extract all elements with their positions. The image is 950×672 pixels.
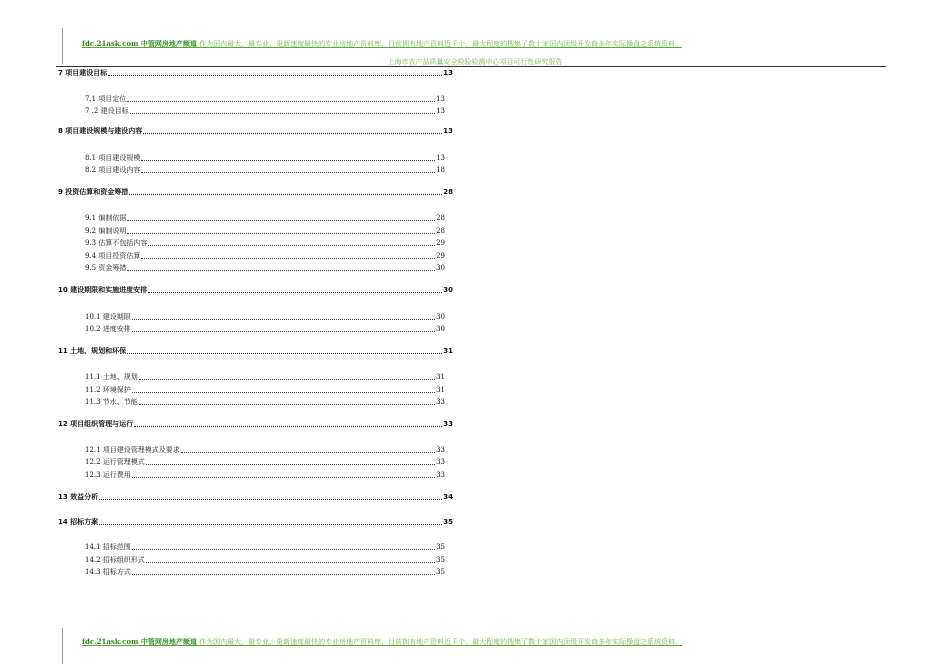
toc-entry-title: 12.3 运行费用 bbox=[85, 471, 131, 479]
toc-dot-leader bbox=[132, 392, 435, 393]
toc-page-number: 13 bbox=[436, 95, 445, 103]
toc-entry-title: 7 .2 建设目标 bbox=[85, 107, 129, 115]
document-subtitle: 上海市农产品质量安全检验检测中心项目可行性研究报告 bbox=[387, 58, 563, 66]
toc-chapter-entry[interactable] bbox=[58, 69, 453, 78]
footer-banner[interactable] bbox=[82, 637, 682, 647]
toc-dot-leader bbox=[99, 524, 442, 525]
toc-dot-leader bbox=[132, 331, 435, 332]
toc-entry-title: 9.5 资金筹措 bbox=[85, 264, 127, 272]
toc-dot-leader bbox=[143, 133, 442, 134]
toc-dot-leader bbox=[127, 353, 442, 354]
toc-page-number: 33 bbox=[436, 458, 445, 466]
toc-page-number: 28 bbox=[436, 227, 445, 235]
toc-entry-title: 9.1 编制依据 bbox=[85, 214, 127, 222]
toc-chapter-entry[interactable] bbox=[58, 518, 453, 527]
toc-entry-title: 7 项目建设目标 bbox=[58, 69, 108, 77]
toc-dot-leader bbox=[148, 292, 442, 293]
toc-entry-title: 14.1 招标范围 bbox=[85, 543, 131, 551]
toc-section-entry[interactable] bbox=[85, 386, 445, 395]
toc-dot-leader bbox=[129, 194, 442, 195]
toc-page-number: 33 bbox=[436, 446, 445, 454]
toc-page-number: 30 bbox=[436, 313, 445, 321]
toc-dot-leader bbox=[132, 549, 435, 550]
toc-chapter-entry[interactable] bbox=[58, 188, 453, 197]
toc-dot-leader bbox=[108, 75, 442, 76]
toc-section-entry[interactable] bbox=[85, 95, 445, 104]
toc-entry-title: 10 建设期限和实施进度安排 bbox=[58, 286, 148, 294]
toc-dot-leader bbox=[127, 233, 435, 234]
toc-page-number: 18 bbox=[436, 166, 445, 174]
footer-site-link[interactable]: fdc.21ask.com 中管网房地产频道 bbox=[82, 637, 197, 646]
toc-entry-title: 9.2 编制说明 bbox=[85, 227, 127, 235]
toc-page-number: 28 bbox=[436, 214, 445, 222]
toc-dot-leader bbox=[141, 160, 435, 161]
header-tagline: 作为国内最大、最专业、更新速度最快的专业房地产资料库，目前拥有地产资料近千个，最大程度的搜集了数十家国内顶级开发商多年实际操盘之系统资料。 bbox=[199, 40, 683, 48]
toc-chapter-entry[interactable] bbox=[58, 127, 453, 136]
toc-dot-leader bbox=[181, 452, 435, 453]
toc-section-entry[interactable] bbox=[85, 568, 445, 577]
toc-entry-title: 11.3 节水、节能 bbox=[85, 398, 138, 406]
toc-section-entry[interactable] bbox=[85, 313, 445, 322]
toc-section-entry[interactable] bbox=[85, 543, 445, 552]
toc-entry-title: 9 投资估算和资金筹措 bbox=[58, 188, 129, 196]
toc-entry-title: 14 招标方案 bbox=[58, 518, 99, 526]
toc-dot-leader bbox=[99, 499, 442, 500]
toc-section-entry[interactable] bbox=[85, 471, 445, 480]
toc-chapter-entry[interactable] bbox=[58, 420, 453, 429]
toc-chapter-entry[interactable] bbox=[58, 347, 453, 356]
toc-dot-leader bbox=[132, 574, 435, 575]
toc-page-number: 30 bbox=[443, 286, 453, 294]
toc-entry-title: 13 效益分析 bbox=[58, 493, 99, 501]
toc-dot-leader bbox=[141, 172, 435, 173]
toc-page-number: 33 bbox=[436, 471, 445, 479]
toc-page-number: 31 bbox=[436, 386, 445, 394]
toc-entry-title: 12.2 运行管理模式 bbox=[85, 458, 145, 466]
toc-section-entry[interactable] bbox=[85, 166, 445, 175]
toc-page-number: 29 bbox=[436, 239, 445, 247]
toc-entry-title: 8.1 项目建设规模 bbox=[85, 154, 141, 162]
toc-entry-title: 9.3 估算不包括内容 bbox=[85, 239, 148, 247]
toc-entry-title: 10.1 建设期限 bbox=[85, 313, 131, 321]
toc-dot-leader bbox=[132, 477, 435, 478]
footer-tagline: 作为国内最大、最专业、更新速度最快的专业房地产资料库，目前拥有地产资料近千个，最大程度的搜集了数十家国内顶级开发商多年实际操盘之系统资料。 bbox=[199, 638, 683, 646]
toc-page-number: 31 bbox=[436, 373, 445, 381]
toc-dot-leader bbox=[130, 113, 435, 114]
toc-section-entry[interactable] bbox=[85, 239, 445, 248]
toc-dot-leader bbox=[146, 464, 435, 465]
header-site-link[interactable]: fdc.21ask.com 中管网房地产频道 bbox=[82, 39, 197, 48]
toc-entry-title: 7.1 项目定位 bbox=[85, 95, 127, 103]
toc-entry-title: 14.2 招标组织形式 bbox=[85, 556, 145, 564]
toc-page-number: 13 bbox=[443, 69, 453, 77]
toc-section-entry[interactable] bbox=[85, 264, 445, 273]
toc-entry-title: 8.2 项目建设内容 bbox=[85, 166, 141, 174]
toc-entry-title: 14.3 招标方式 bbox=[85, 568, 131, 576]
toc-dot-leader bbox=[127, 101, 435, 102]
toc-dot-leader bbox=[134, 426, 442, 427]
toc-page-number: 30 bbox=[436, 264, 445, 272]
toc-page-number: 31 bbox=[443, 347, 453, 355]
toc-entry-title: 9.4 项目投资估算 bbox=[85, 252, 141, 260]
toc-section-entry[interactable] bbox=[85, 154, 445, 163]
toc-dot-leader bbox=[139, 379, 435, 380]
toc-chapter-entry[interactable] bbox=[58, 493, 453, 502]
toc-page-number: 13 bbox=[436, 107, 445, 115]
toc-section-entry[interactable] bbox=[85, 214, 445, 223]
toc-section-entry[interactable] bbox=[85, 398, 445, 407]
toc-section-entry[interactable] bbox=[85, 373, 445, 382]
toc-section-entry[interactable] bbox=[85, 325, 445, 334]
toc-section-entry[interactable] bbox=[85, 458, 445, 467]
toc-page-number: 35 bbox=[436, 556, 445, 564]
toc-section-entry[interactable] bbox=[85, 107, 445, 116]
toc-section-entry[interactable] bbox=[85, 252, 445, 261]
toc-page-number: 35 bbox=[436, 543, 445, 551]
toc-page-number: 28 bbox=[443, 188, 453, 196]
toc-page-number: 35 bbox=[443, 518, 453, 526]
toc-entry-title: 12 项目组织管理与运行 bbox=[58, 420, 134, 428]
toc-section-entry[interactable] bbox=[85, 227, 445, 236]
toc-dot-leader bbox=[141, 258, 435, 259]
toc-section-entry[interactable] bbox=[85, 446, 445, 455]
toc-dot-leader bbox=[139, 404, 435, 405]
toc-entry-title: 12.1 项目建设管理模式及要求 bbox=[85, 446, 180, 454]
toc-dot-leader bbox=[132, 319, 435, 320]
toc-entry-title: 11 土地、规划和环保 bbox=[58, 347, 127, 355]
toc-entry-title: 8 项目建设规模与建设内容 bbox=[58, 127, 143, 135]
toc-page-number: 13 bbox=[436, 154, 445, 162]
toc-page-number: 33 bbox=[443, 420, 453, 428]
toc-page-number: 34 bbox=[443, 493, 453, 501]
toc-page-number: 13 bbox=[443, 127, 453, 135]
toc-dot-leader bbox=[127, 270, 435, 271]
toc-chapter-entry[interactable] bbox=[58, 286, 453, 295]
toc-section-entry[interactable] bbox=[85, 556, 445, 565]
toc-page-number: 29 bbox=[436, 252, 445, 260]
toc-entry-title: 11.1 土地、规划 bbox=[85, 373, 138, 381]
toc-page-number: 33 bbox=[436, 398, 445, 406]
toc-dot-leader bbox=[146, 562, 435, 563]
toc-dot-leader bbox=[127, 220, 435, 221]
toc-entry-title: 11.2 环境保护 bbox=[85, 386, 131, 394]
toc-page-number: 35 bbox=[436, 568, 445, 576]
toc-dot-leader bbox=[148, 245, 435, 246]
toc-page-number: 30 bbox=[436, 325, 445, 333]
toc-entry-title: 10.2 进度安排 bbox=[85, 325, 131, 333]
